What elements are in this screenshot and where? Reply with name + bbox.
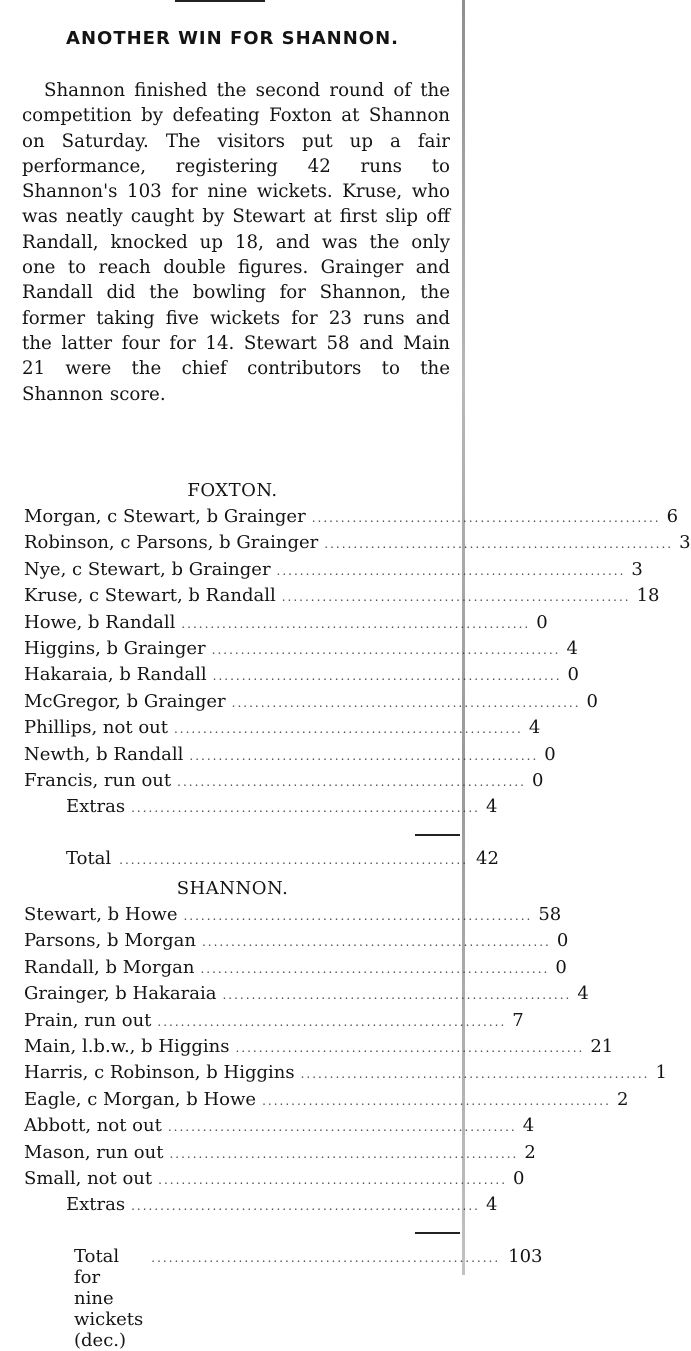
batsman-runs: 0 [513, 1167, 525, 1189]
batsman-name: Main, l.b.w., b Higgins [24, 1035, 230, 1057]
dot-leader: ............................................................ [311, 511, 661, 525]
scorecard-row [24, 611, 548, 638]
batsman-name: Harris, c Robinson, b Higgins [24, 1062, 295, 1084]
batsman-name: Howe, b Randall [24, 611, 176, 633]
scorecard-row [24, 930, 569, 956]
batsman-runs: 4 [528, 717, 541, 739]
dot-leader: ............................................................ [119, 853, 469, 867]
extras-row [24, 1194, 498, 1220]
scorecard-row [24, 585, 660, 611]
batsman-name: Morgan, c Stewart, b Grainger [24, 506, 306, 527]
batsman-runs: 58 [538, 904, 562, 925]
foxton-scorecard [24, 506, 691, 823]
batsman-name: Kruse, c Stewart, b Randall [24, 585, 276, 607]
dot-leader: ............................................................ [131, 801, 480, 816]
batsman-name: Grainger, b Hakaraia [24, 983, 217, 1005]
batsman-runs: 21 [590, 1035, 614, 1057]
dot-leader: ............................................................ [211, 642, 561, 657]
scorecard-row [24, 983, 589, 1009]
extras-runs: 4 [485, 796, 498, 818]
batsman-name: Higgins, b Grainger [24, 637, 206, 659]
batsman-runs: 1 [655, 1062, 667, 1084]
batsman-name: Prain, run out [24, 1009, 152, 1031]
batsman-runs: 0 [586, 690, 598, 712]
dot-leader: ............................................................ [181, 616, 531, 631]
batsman-runs: 4 [577, 983, 589, 1005]
batsman-name: Phillips, not out [24, 717, 168, 739]
scorecard-row [24, 664, 579, 690]
dot-leader: ............................................................ [300, 1067, 650, 1082]
scorecard-row [24, 1062, 667, 1088]
foxton-total-row [66, 848, 499, 869]
scorecard-row [24, 1088, 629, 1115]
dot-leader: ............................................................ [158, 1172, 508, 1187]
total-label: Total for nine wickets (dec.) [74, 1246, 144, 1351]
dot-leader: ............................................................ [177, 774, 526, 789]
dot-leader: ............................................................ [231, 695, 581, 710]
batsman-name: McGregor, b Grainger [24, 690, 226, 712]
batsman-name: Stewart, b Howe [24, 904, 178, 925]
dot-leader: ............................................................ [200, 961, 550, 976]
scorecard-row [24, 717, 541, 743]
batsman-runs: 0 [567, 664, 579, 686]
scorecard-row [24, 1167, 525, 1194]
dot-leader: ............................................................ [212, 669, 562, 684]
dot-leader: ............................................................ [262, 1093, 611, 1108]
dot-leader: ............................................................ [276, 563, 626, 578]
dot-leader: ............................................................ [281, 590, 631, 605]
scorecard-row [24, 532, 691, 558]
batsman-runs: 2 [524, 1141, 536, 1163]
batsman-name: Parsons, b Morgan [24, 930, 196, 952]
article-body: Shannon finished the second round of the competition by defeating Foxton at Shannon on Saturday. The visitors put up a fair performance, registering 42 runs to Shannon's 103 for nine wickets. Kruse, who was neatly caught by Stewart at first slip off Randall, knocked up 18, and was the only one to reach double figures. Grainger and Randall did the bowling for Shannon, the former taking five wickets for 23 runs and the latter four for 14. Stewart 58 and Main 21 were the chief contributors to the Shannon score. [22, 80, 450, 405]
total-rule [415, 1232, 460, 1234]
scorecard-row [24, 637, 578, 664]
batsman-runs: 4 [522, 1115, 535, 1137]
dot-leader: ............................................................ [131, 1199, 480, 1214]
batsman-runs: 0 [532, 769, 544, 791]
headline: ANOTHER WIN FOR SHANNON. [66, 28, 399, 49]
scorecard-row [24, 904, 562, 930]
extras-runs: 4 [485, 1194, 498, 1216]
batsman-runs: 18 [636, 585, 660, 607]
scorecard-row [24, 1009, 524, 1036]
total-runs: 103 [508, 1246, 543, 1267]
dot-leader: ............................................................ [169, 1146, 519, 1161]
batsman-runs: 6 [666, 506, 679, 527]
extras-row [24, 796, 498, 822]
batsman-runs: 2 [616, 1088, 629, 1110]
dot-leader: ............................................................ [157, 1014, 507, 1029]
scorecard-row [24, 1035, 614, 1062]
scorecard-row [24, 769, 544, 796]
batsman-name: Small, not out [24, 1167, 153, 1189]
dot-leader: ............................................................ [201, 935, 551, 950]
batsman-runs: 3 [631, 558, 643, 580]
dot-leader: ............................................................ [183, 909, 533, 923]
dot-leader: ............................................................ [324, 537, 674, 552]
total-label: Total [66, 848, 112, 869]
extras-label: Extras [66, 1194, 126, 1216]
total-rule [415, 834, 460, 836]
batsman-runs: 0 [555, 956, 567, 978]
dot-leader: ............................................................ [222, 988, 572, 1003]
batsman-runs: 4 [566, 637, 578, 659]
batsman-name: Randall, b Morgan [24, 956, 195, 978]
batsman-runs: 0 [544, 743, 556, 765]
extras-label: Extras [66, 796, 126, 818]
dot-leader: ............................................................ [235, 1040, 585, 1055]
dot-leader: ............................................................ [189, 748, 539, 763]
batsman-name: Newth, b Randall [24, 743, 184, 765]
scorecard-row [24, 743, 556, 770]
scorecard-row [24, 1141, 536, 1168]
scorecard-row [24, 1115, 535, 1141]
batsman-runs: 7 [512, 1009, 524, 1031]
batsman-name: Francis, run out [24, 769, 172, 791]
batsman-name: Nye, c Stewart, b Grainger [24, 558, 271, 580]
batsman-name: Hakaraia, b Randall [24, 664, 207, 686]
total-runs: 42 [476, 848, 499, 869]
scorecard-row [24, 690, 598, 717]
shannon-heading: SHANNON. [176, 878, 289, 899]
batsman-runs: 0 [556, 930, 569, 952]
shannon-scorecard [24, 904, 667, 1221]
scorecard-row [24, 558, 643, 585]
batsman-name: Eagle, c Morgan, b Howe [24, 1088, 257, 1110]
scorecard-row [24, 506, 679, 532]
scorecard-row [24, 956, 567, 983]
batsman-name: Robinson, c Parsons, b Grainger [24, 532, 319, 554]
batsman-name: Abbott, not out [24, 1115, 162, 1137]
dot-leader: ............................................................ [151, 1251, 501, 1265]
dot-leader: ............................................................ [173, 722, 523, 737]
batsman-runs: 0 [536, 611, 548, 633]
top-rule [175, 0, 265, 2]
batsman-name: Mason, run out [24, 1141, 164, 1163]
foxton-heading: FOXTON. [187, 480, 278, 501]
dot-leader: ............................................................ [167, 1120, 517, 1135]
shannon-total-row [74, 1246, 543, 1351]
batsman-runs: 3 [679, 532, 691, 554]
